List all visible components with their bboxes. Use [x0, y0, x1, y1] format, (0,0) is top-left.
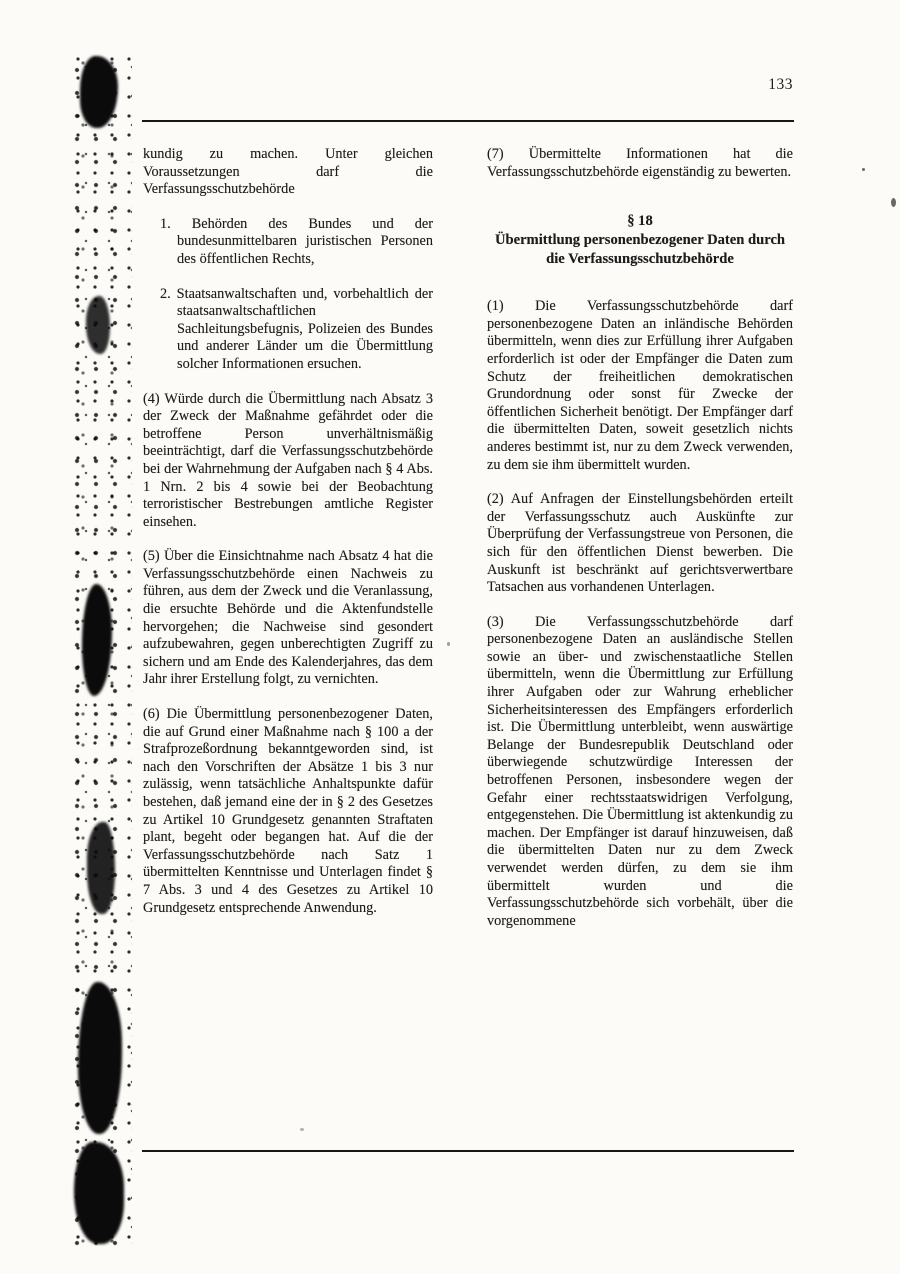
scan-speck [891, 198, 896, 207]
list-item-1: 1. Behörden des Bundes und der bundesunmittelbaren juristischen Personen des öffentlichen Rechts, [160, 215, 433, 267]
section-title: Übermittlung personenbezogener Daten durch die Verfassungsschutzbehörde [494, 232, 786, 267]
right-column [487, 146, 793, 947]
scan-speck [862, 168, 865, 171]
ink-blob [78, 982, 122, 1134]
bottom-rule [142, 1150, 794, 1152]
section-heading [487, 211, 793, 268]
paragraph-abs-5: (5) Über die Einsichtnahme nach Absatz 4 hat die Verfassungsschutzbehörde einen Nachweis zu führen, aus dem der Zweck und die Veranlassung, die ersuchte Behörde und die Aktenfundstelle hervorgehen; die Nachweise sind gesondert aufzubewahren, gegen unberechtigten Zugriff zu sichern und am Ende des Kalenderjahres, das dem Jahr ihrer Erstellung folgt, zu vernichten. [143, 548, 433, 688]
scan-speck [300, 1128, 304, 1131]
section-number: § 18 [627, 213, 653, 230]
paragraph-abs-4: (4) Würde durch die Übermittlung nach Absatz 3 der Zweck der Maßnahme gefährdet oder die betroffene Person unverhältnismäßig beeinträchtigt, darf die Verfassungsschutzbehörde bei der Wahrnehmung der Aufgaben nach § 4 Abs. 1 Nrn. 2 bis 4 sowie bei der Beobachtung terroristischer Bestrebungen amtliche Register einsehen. [143, 390, 433, 530]
scan-binding-artifact [74, 54, 132, 1246]
paragraph-abs-7: (7) Übermittelte Informationen hat die Verfassungsschutzbehörde eigenständig zu bewerten. [487, 146, 793, 180]
paragraph-continuation: kundig zu machen. Unter gleichen Voraussetzungen darf die Verfassungsschutzbehörde [143, 146, 433, 198]
ink-blob [86, 296, 110, 354]
paragraph-abs-2: (2) Auf Anfragen der Einstellungsbehörden erteilt der Verfassungsschutz auch Auskünfte zur Überprüfung der Verfassungstreue von Personen, die sich für den öffentlichen Dienst bewerben. Die Auskunft ist beschränkt auf gerichtsverwertbare Tatsachen aus vorhandenen Unterlagen. [487, 491, 793, 596]
paragraph-abs-3: (3) Die Verfassungsschutzbehörde darf personenbezogene Daten an ausländische Stellen sowie an über- und zwischenstaatliche Stellen übermitteln, wenn die Übermittlung zur Erfüllung ihrer Aufgaben oder zur Wahrung erheblicher Sicherheitsinteressen des Empfängers erforderlich ist. Die Übermittlung unterbleibt, wenn auswärtige Belange der Bundesrepublik Deutschland oder überwiegende schutzwürdige Interessen der betroffenen Personen, insbesondere wegen der Gefahr einer rechtsstaatswidrigen Verfolgung, entgegenstehen. Die Übermittlung ist aktenkundig zu machen. Der Empfänger ist darauf hinzuweisen, daß die übermittelten Daten nur zu dem Zweck verwendet werden dürfen, zu dem sie ihm übermittelt wurden und die Verfassungsschutzbehörde sich vorbehält, über die vorgenommene [487, 613, 793, 929]
left-column [143, 146, 433, 947]
list-item-2: 2. Staatsanwaltschaften und, vorbehaltlich der staatsanwaltschaftlichen Sachleitungsbefugnis, Polizeien des Bundes und anderer Länder um die Übermittlung solcher Informationen ersuchen. [160, 285, 433, 372]
page-number: 133 [768, 76, 793, 93]
ink-blob [80, 56, 118, 128]
page-content [143, 146, 793, 947]
ink-blob [74, 1142, 124, 1244]
paragraph-abs-6: (6) Die Übermittlung personenbezogener Daten, die auf Grund einer Maßnahme nach § 100 a der Strafprozeßordnung bekanntgeworden sind, ist nach den Vorschriften der Absätze 1 bis 3 nur zulässig, wenn tatsächliche Anhaltspunkte dafür bestehen, daß jemand eine der in § 2 des Gesetzes zu Artikel 10 Grundgesetz genannten Straftaten plant, begeht oder begangen hat. Auf die der Verfassungsschutzbehörde nach Satz 1 übermittelten Kenntnisse und Unterlagen findet § 7 Abs. 3 und 4 des Gesetzes zu Artikel 10 Grundgesetz entsprechende Anwendung. [143, 706, 433, 916]
ink-blob [82, 584, 112, 696]
top-rule [142, 120, 794, 122]
paragraph-abs-1: (1) Die Verfassungsschutzbehörde darf personenbezogene Daten an inländische Behörden übermitteln, wenn dies zur Erfüllung ihrer Aufgaben erforderlich ist oder der Empfänger die Daten zum Schutz der freiheitlichen demokratischen Grundordnung oder sonst für Zwecke der öffentlichen Sicherheit benötigt. Der Empfänger darf die übermittelten Daten, soweit gesetzlich nichts anderes bestimmt ist, nur zu dem Zweck verwenden, zu dem sie ihm übermittelt wurden. [487, 298, 793, 473]
ink-blob [87, 822, 115, 914]
